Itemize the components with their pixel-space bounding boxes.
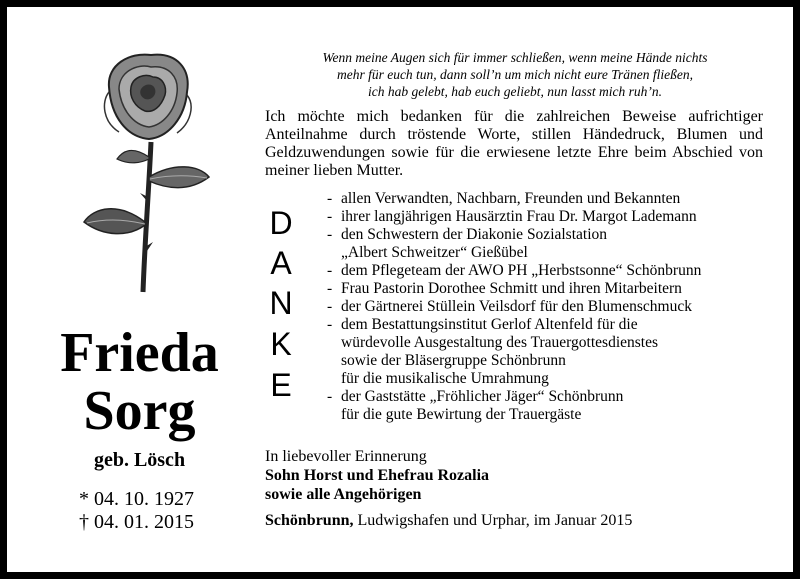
thanks-item-text: für die musikalische Umrahmung: [341, 370, 549, 387]
danke-letter: D: [269, 205, 293, 241]
danke-letter: K: [270, 326, 292, 362]
closing-block: [265, 447, 765, 504]
thanks-item-text: der Gärtnerei Stüllein Veilsdorf für den Blumenschmuck: [341, 298, 692, 315]
thanks-item: - der Gaststätte „Fröhlicher Jäger“ Schönbrunn: [327, 388, 624, 405]
thanks-item: - Frau Pastorin Dorothee Schmitt und ihren Mitarbeitern: [327, 280, 682, 297]
death-date: † 04. 01. 2015: [79, 511, 194, 533]
place-date: [265, 511, 632, 530]
thanks-item-text: dem Bestattungsinstitut Gerlof Altenfeld für die: [341, 316, 638, 333]
thanks-item-text: ihrer langjährigen Hausärztin Frau Dr. Margot Lademann: [341, 208, 697, 225]
first-name: Frieda: [60, 322, 219, 384]
thanks-item-text: Frau Pastorin Dorothee Schmitt und ihren Mitarbeitern: [341, 280, 682, 297]
birth-name: geb. Lösch: [93, 449, 186, 471]
thanks-item-text: dem Pflegeteam der AWO PH „Herbstsonne“ Schönbrunn: [341, 262, 702, 279]
thanks-item: - ihrer langjährigen Hausärztin Frau Dr. Margot Lademann: [327, 208, 697, 225]
thanks-item-text: allen Verwandten, Nachbarn, Freunden und Bekannten: [341, 190, 681, 207]
thanks-item: [327, 406, 767, 424]
poem-line: Wenn meine Augen sich für immer schließen, wenn meine Hände nichts: [322, 50, 708, 65]
thanks-item: - den Schwestern der Diakonie Sozialstation: [327, 226, 608, 243]
thanks-item: [327, 370, 767, 388]
danke-letter: A: [270, 245, 292, 281]
thanks-item: - dem Pflegeteam der AWO PH „Herbstsonne“ Schönbrunn: [327, 262, 702, 279]
thanks-list: [327, 190, 767, 424]
danke-letter: E: [270, 367, 292, 403]
closing-line: In liebevoller Erinnerung: [265, 448, 427, 465]
thanks-item: - allen Verwandten, Nachbarn, Freunden und Bekannten: [327, 190, 681, 207]
signature-relatives: sowie alle Angehörigen: [265, 486, 422, 503]
obituary-card: [7, 7, 793, 572]
signature-son: Sohn Horst und Ehefrau Rozalia: [265, 467, 490, 484]
danke-letter: N: [269, 285, 293, 321]
intro-text: Ich möchte mich bedanken für die zahlreichen Beweise aufrichtiger Anteilnahme durch tröstende Worte, stillen Händedruck, Blumen und Geldzuwendungen sowie für die erwiesene letzte Ehre beim Abschied von meiner lieben Mutter.: [265, 108, 763, 179]
thanks-item: - dem Bestattungsinstitut Gerlof Altenfeld für die: [327, 316, 638, 333]
poem: [265, 49, 765, 100]
birth-date: * 04. 10. 1927: [79, 488, 194, 510]
poem-line: mehr für euch tun, dann soll’n um mich nicht eure Tränen fließen,: [336, 67, 694, 82]
thanks-item-text: sowie der Bläsergruppe Schönbrunn: [341, 352, 566, 369]
thanks-item: - der Gärtnerei Stüllein Veilsdorf für den Blumenschmuck: [327, 298, 692, 315]
last-name: Sorg: [83, 380, 196, 442]
thanks-item-text: würdevolle Ausgestaltung des Trauergottesdienstes: [341, 334, 659, 351]
thanks-item-text: „Albert Schweitzer“ Gießübel: [341, 244, 528, 261]
rose-icon: [79, 47, 219, 297]
thanks-item-text: der Gaststätte „Fröhlicher Jäger“ Schönbrunn: [341, 388, 624, 405]
thanks-item: [327, 244, 767, 262]
thanks-item: [327, 352, 767, 370]
place-town: Schönbrunn,: [265, 512, 354, 529]
thanks-item-text: für die gute Bewirtung der Trauergäste: [341, 406, 582, 423]
poem-line: ich hab gelebt, hab euch geliebt, nun lasst mich ruh’n.: [368, 84, 662, 99]
place-rest: Ludwigshafen und Urphar, im Januar 2015: [353, 512, 633, 529]
thanks-item: [327, 334, 767, 352]
thanks-item-text: den Schwestern der Diakonie Sozialstation: [341, 226, 608, 243]
